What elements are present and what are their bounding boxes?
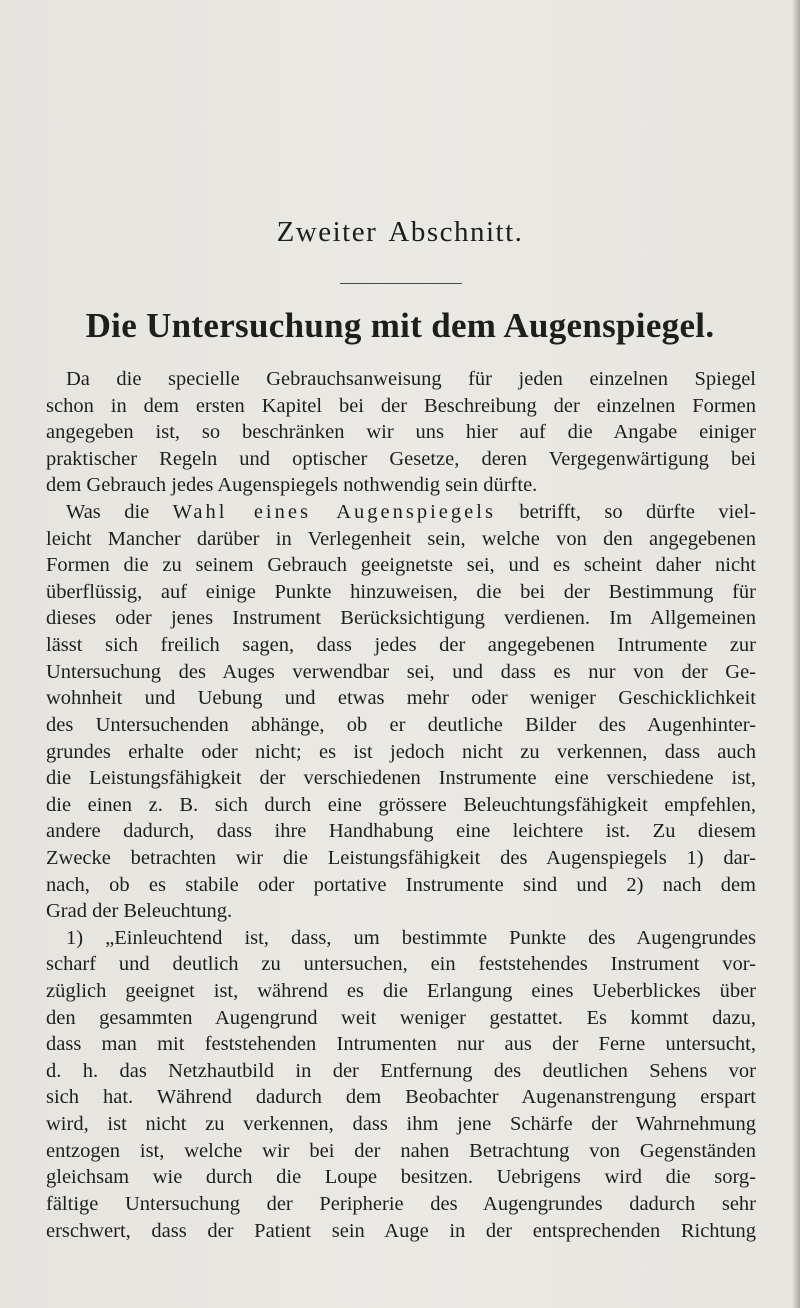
chapter-title: Die Untersuchung mit dem Augenspiegel.: [85, 306, 715, 345]
text-line: gleichsam wie durch die Loupe besitzen. Uebrigens wird die sorg-: [46, 1166, 756, 1189]
text-line: dass man mit feststehenden Intrumenten nur aus der Ferne untersucht,: [46, 1033, 756, 1056]
text-line: d. h. das Netzhautbild in der Entfernung des deutlichen Sehens vor: [46, 1059, 756, 1082]
text-line: Formen die zu seinem Gebrauch geeignetste sei, und es scheint daher nicht: [46, 554, 756, 577]
text-line: überflüssig, auf einige Punkte hinzuweisen, die bei der Bestimmung für: [46, 580, 756, 603]
text-fragment: Was die: [66, 501, 173, 524]
text-line: erschwert, dass der Patient sein Auge in der entsprechenden Richtung: [46, 1219, 756, 1242]
text-line: fältige Untersuchung der Peripherie des Augengrundes dadurch sehr: [46, 1192, 756, 1215]
text-line: Grad der Beleuchtung.: [46, 900, 233, 923]
text-line: dem Gebrauch jedes Augenspiegels nothwendig sein dürfte.: [46, 474, 538, 497]
text-line: die Leistungsfähigkeit der verschiedenen Instrumente eine verschiedene ist,: [46, 767, 756, 790]
text-line: Zwecke betrachten wir die Leistungsfähigkeit des Augenspiegels 1) dar-: [46, 846, 756, 869]
text-line: nach, ob es stabile oder portative Instrumente sind und 2) nach dem: [46, 873, 756, 896]
section-heading: Zweiter Abschnitt.: [276, 216, 524, 248]
text-line: den gesammten Augengrund weit weniger gestattet. Es kommt dazu,: [46, 1006, 756, 1029]
text-fragment: betrifft, so dürfte viel-: [495, 501, 756, 524]
text-line: Untersuchung des Auges verwendbar sei, und dass es nur von der Ge-: [46, 660, 756, 683]
emphasized-text: Wahl eines Augenspiegels: [172, 501, 496, 524]
text-line: wohnheit und Uebung und etwas mehr oder weniger Geschicklichkeit: [46, 687, 756, 710]
text-line: des Untersuchenden abhänge, ob er deutliche Bilder des Augenhinter-: [46, 713, 756, 736]
text-line: scharf und deutlich zu untersuchen, ein feststehendes Instrument vor-: [46, 953, 756, 976]
text-line: schon in dem ersten Kapitel bei der Beschreibung der einzelnen Formen: [46, 394, 756, 417]
text-line: züglich geeignet ist, während es die Erlangung eines Ueberblickes über: [46, 980, 756, 1003]
text-line: wird, ist nicht zu verkennen, dass ihm jene Schärfe der Wahrnehmung: [46, 1113, 756, 1136]
text-line: angegeben ist, so beschränken wir uns hier auf die Angabe einiger: [46, 421, 756, 444]
text-line: leicht Mancher darüber in Verlegenheit sein, welche von den angegebenen: [46, 527, 756, 550]
heading-divider: [340, 283, 462, 284]
text-line: grundes erhalte oder nicht; es ist jedoch nicht zu verkennen, dass auch: [46, 740, 756, 763]
text-line: [46, 499, 756, 526]
body-text: [46, 366, 756, 1244]
text-line: die einen z. B. sich durch eine grössere Beleuchtungsfähigkeit empfehlen,: [46, 793, 756, 816]
text-line: lässt sich freilich sagen, dass jedes der angegebenen Intrumente zur: [46, 634, 756, 657]
page-edge-shadow: [792, 0, 800, 1308]
text-line: andere dadurch, dass ihre Handhabung eine leichtere ist. Zu diesem: [46, 820, 756, 843]
text-line: praktischer Regeln und optischer Gesetze, deren Vergegenwärtigung bei: [46, 447, 756, 470]
text-line: Da die specielle Gebrauchsanweisung für jeden einzelnen Spiegel: [66, 368, 756, 390]
text-line: 1) „Einleuchtend ist, dass, um bestimmte Punkte des Augengrundes: [66, 926, 756, 949]
text-line: sich hat. Während dadurch dem Beobachter Augenanstrengung erspart: [46, 1086, 756, 1109]
text-line: dieses oder jenes Instrument Berücksichtigung verdienen. Im Allgemeinen: [46, 607, 756, 630]
text-line: entzogen ist, welche wir bei der nahen Betrachtung von Gegenständen: [46, 1139, 756, 1162]
